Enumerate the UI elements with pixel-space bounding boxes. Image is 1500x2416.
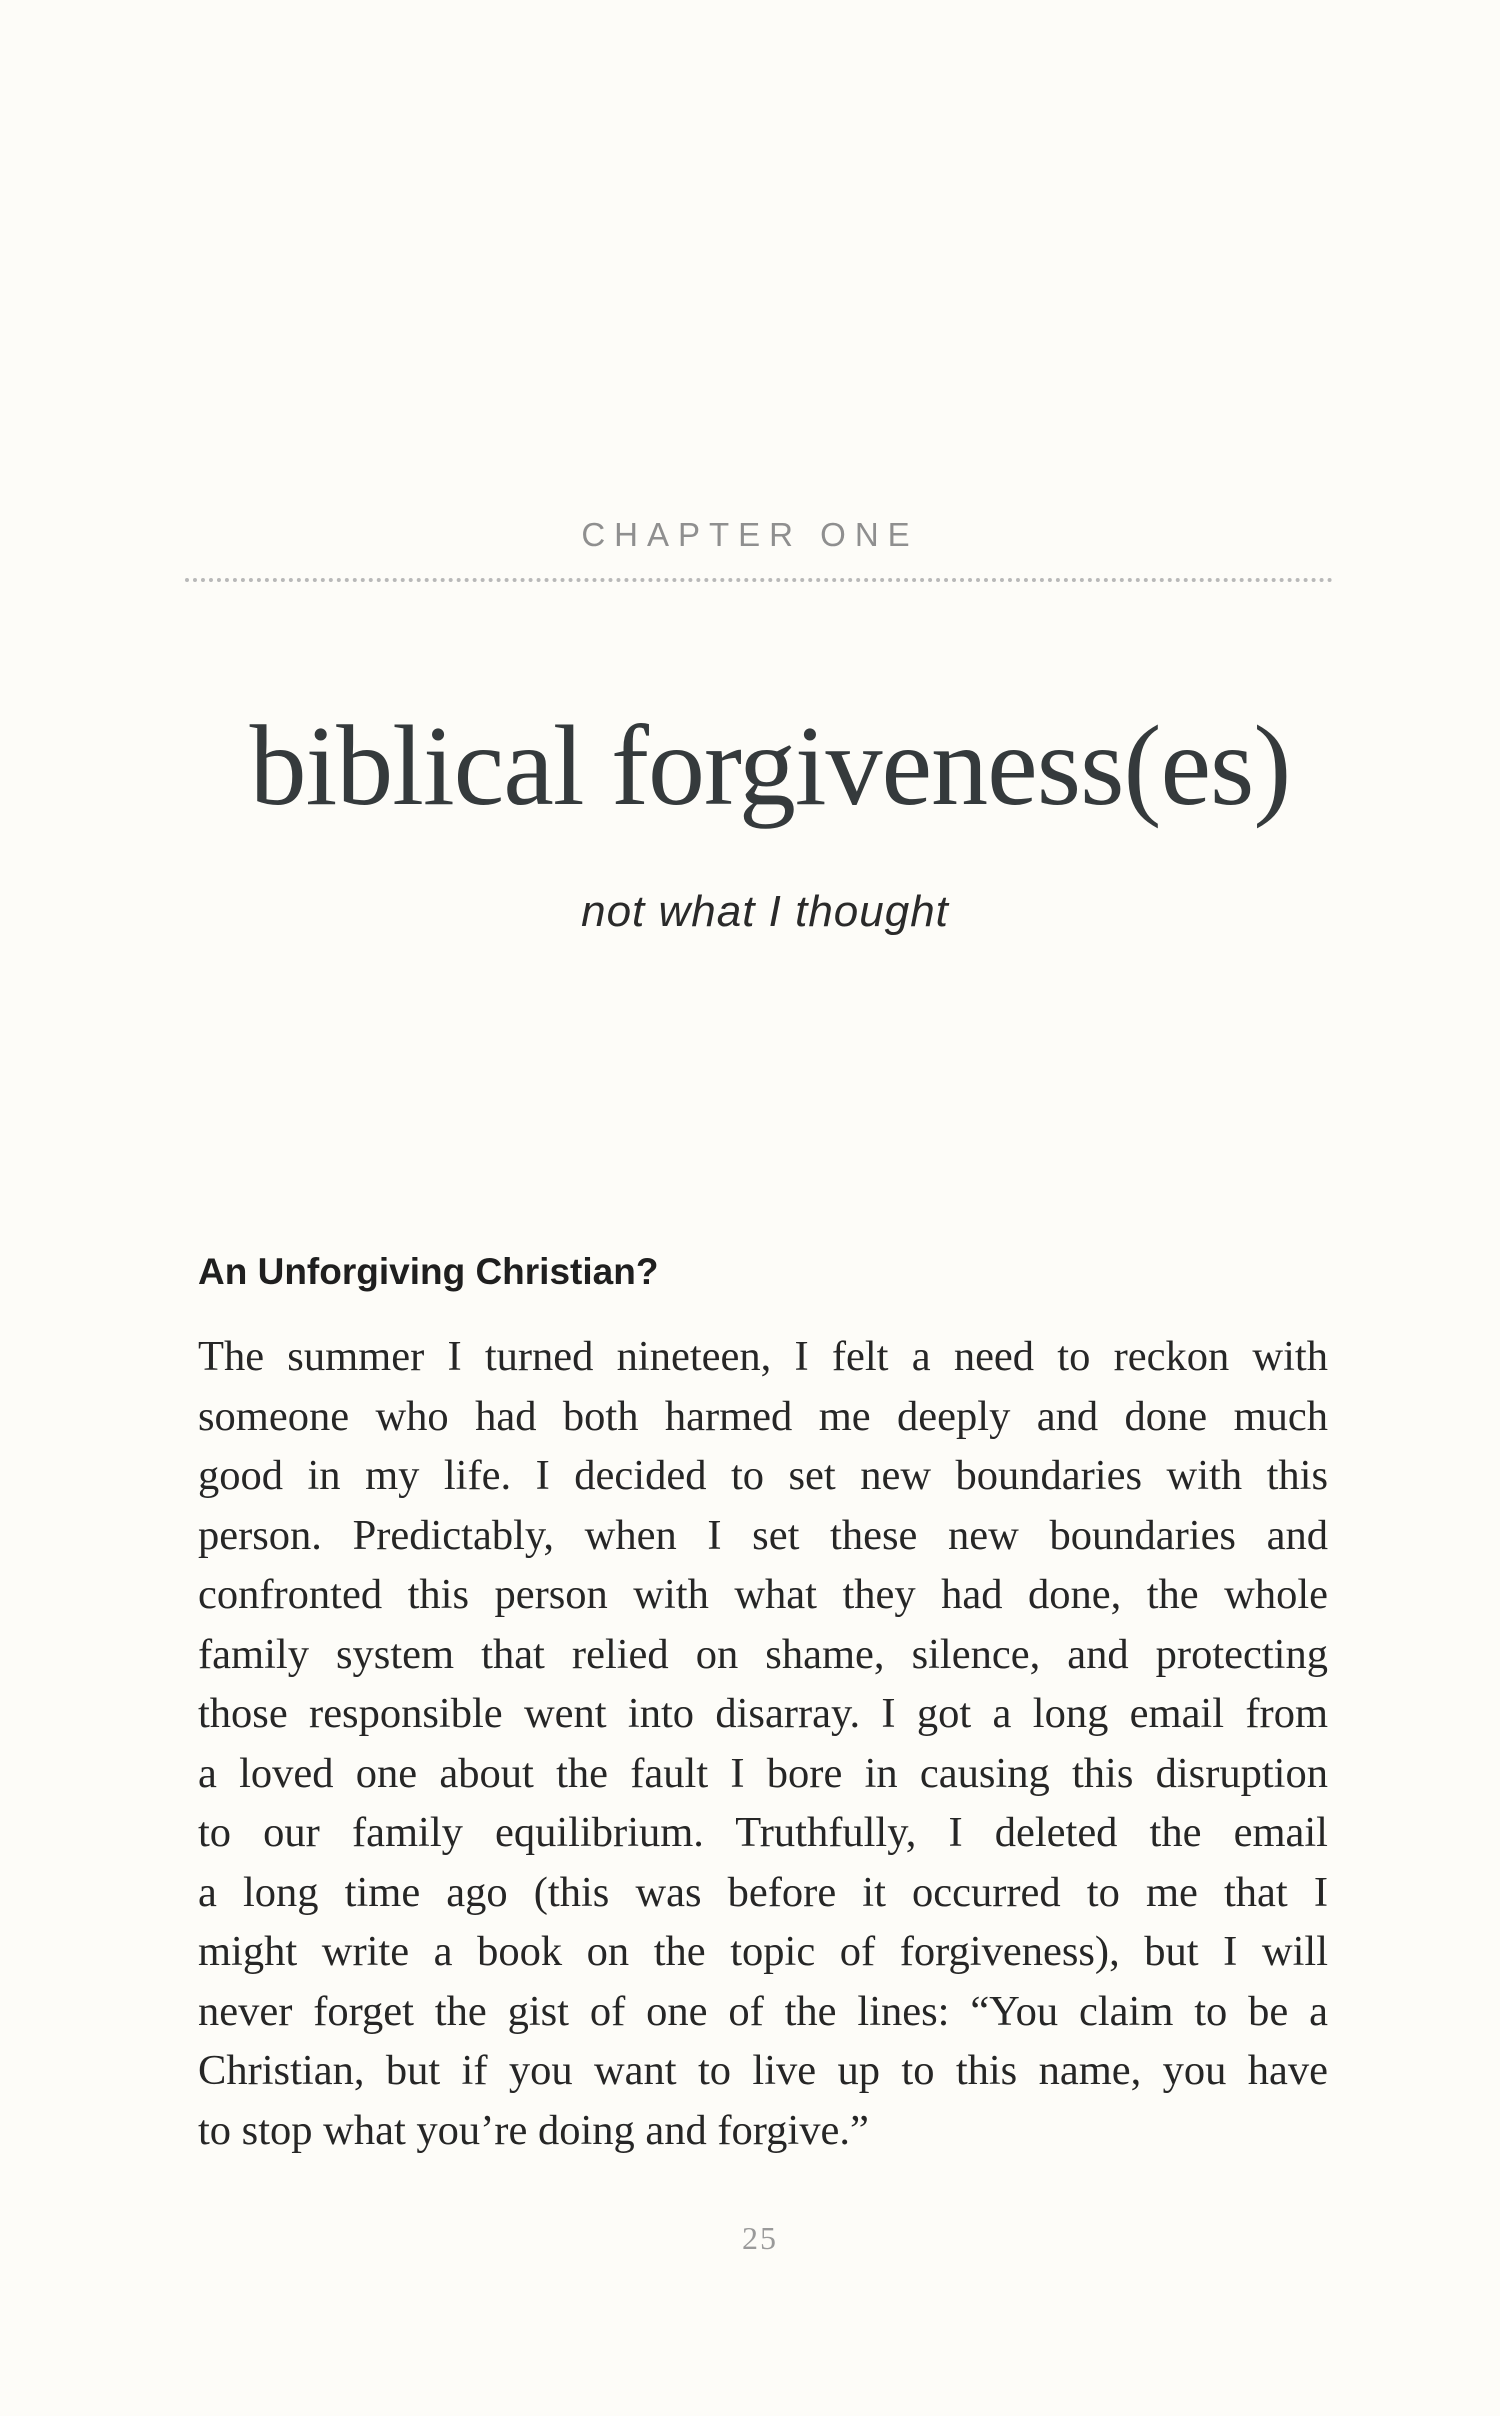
text-line: a loved one about the fault I bore in causing this disruption — [198, 1749, 1328, 1797]
text-line: family system that relied on shame, silence, and protecting — [198, 1630, 1328, 1678]
section-heading: An Unforgiving Christian? — [198, 1251, 659, 1292]
text-line: someone who had both harmed me deeply and done much — [198, 1392, 1328, 1440]
text-line: to our family equilibrium. Truthfully, I deleted the email — [198, 1809, 1328, 1856]
text-line: those responsible went into disarray. I got a long email from — [198, 1690, 1328, 1737]
text-line: never forget the gist of one of the lines: “You claim to be a — [198, 1987, 1328, 2035]
text-line: confronted this person with what they had done, the whole — [198, 1571, 1328, 1618]
page-number: 25 — [742, 2220, 778, 2256]
chapter-subtitle: not what I thought — [581, 887, 949, 936]
dotted-divider — [185, 578, 1333, 582]
text-line: to stop what you’re doing and forgive.” — [198, 2106, 869, 2154]
body-paragraph — [198, 1327, 1328, 2160]
text-line: Christian, but if you want to live up to this name, you have — [198, 2047, 1328, 2094]
text-line: The summer I turned nineteen, I felt a need to reckon with — [198, 1333, 1328, 1380]
chapter-label: CHAPTER ONE — [581, 516, 919, 553]
text-line: person. Predictably, when I set these new boundaries and — [198, 1511, 1328, 1559]
text-line: good in my life. I decided to set new boundaries with this — [198, 1452, 1328, 1499]
chapter-title: biblical forgiveness(es) — [249, 702, 1291, 829]
text-line: a long time ago (this was before it occurred to me that I — [198, 1868, 1328, 1916]
text-line: might write a book on the topic of forgiveness), but I will — [198, 1928, 1328, 1975]
